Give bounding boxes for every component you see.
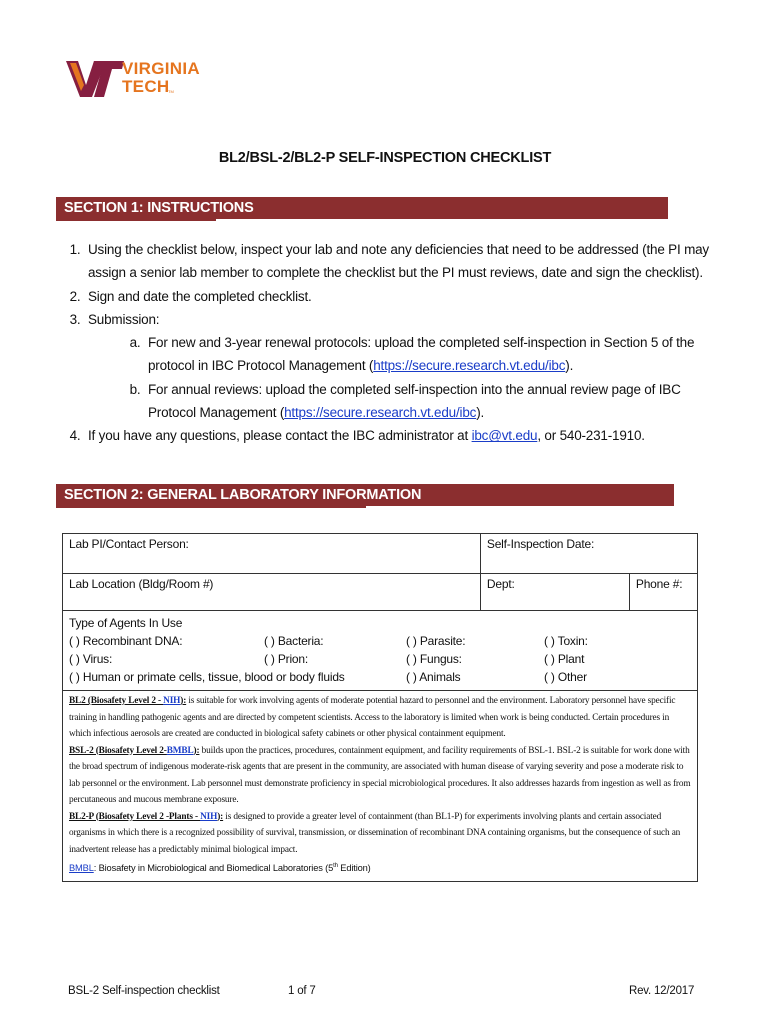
phone-field[interactable]: Phone #: xyxy=(629,574,697,611)
instruction-item-4: 4. If you have any questions, please contact the IBC administrator at ibc@vt.edu, or 540-231-1910. xyxy=(84,424,714,447)
bmbl-reference: BMBL: Biosafety in Microbiological and Biomedical Laboratories (5th Edition) xyxy=(69,863,371,874)
footer-revision: Rev. 12/2017 xyxy=(629,985,695,997)
bl2p-nih-link[interactable]: NIH xyxy=(200,811,218,822)
bsl2-definition: BSL-2 (Biosafety Level 2-BMBL): builds upon the practices, procedures, containment equipment, and facility requirements of BSL-1. BSL-2 is suitable for work done with the broad spectrum of indigenous moderate-risk agents that are present in the community, are associated with human disease of varying severity and pose a moderate risk to lab personnel or the environment. Lab personnel must demonstrate proficiency in special microbiological procedures. It also addresses hazards from ingestion as well as from percutaneous and mucous membrane exposure. xyxy=(69,745,691,805)
logo-text-virginia: VIRGINIA xyxy=(122,59,200,78)
agents-grid xyxy=(69,632,691,686)
inspection-date-field[interactable]: Self-Inspection Date: xyxy=(480,534,697,574)
agents-in-use-cell xyxy=(63,611,698,691)
section2-heading-bar xyxy=(56,484,674,506)
instruction-item-3b: b. For annual reviews: upload the completed self-inspection into the annual review page of IBC Protocol Management (https://secure.research.vt.edu/ibc). xyxy=(144,378,714,425)
bl2-definition: BL2 (Biosafety Level 2 - NIH): is suitable for work involving agents of moderate potential hazard to personnel and the environment. Laboratory personnel have specific training in handling pathogenic agents and are directed by competent scientists. Access to the laboratory is limited when work is being conducted. Certain procedures in which infectious aerosols are created are conducted in biological safety cabinets or other physical containment equipment. xyxy=(69,696,676,739)
agents-title: Type of Agents In Use xyxy=(69,616,183,630)
instruction-item-3a: a. For new and 3-year renewal protocols: upload the completed self-inspection in Section 5 of the protocol in IBC Protocol Management (https://secure.research.vt.edu/ibc). xyxy=(144,331,714,378)
virginia-tech-logo xyxy=(64,55,204,105)
agent-prion[interactable]: ( ) Prion: xyxy=(264,652,309,666)
agent-bacteria[interactable]: ( ) Bacteria: xyxy=(264,634,324,648)
bmbl-reference-link[interactable]: BMBL xyxy=(69,863,94,874)
biosafety-definitions-cell xyxy=(63,691,698,882)
lab-info-table xyxy=(62,533,698,882)
instructions-list xyxy=(64,238,714,448)
ibc-protocol-link-3a[interactable]: https://secure.research.vt.edu/ibc xyxy=(373,358,566,374)
agent-recombinant-dna[interactable]: ( ) Recombinant DNA: xyxy=(69,634,183,648)
section1-heading: SECTION 1: INSTRUCTIONS xyxy=(64,200,254,216)
agent-human-primate[interactable]: ( ) Human or primate cells, tissue, blood or body fluids xyxy=(69,670,345,684)
bl2p-definition: BL2-P (Biosafety Level 2 -Plants - NIH): is designed to provide a greater level of containment (than BL1-P) for experiments involving plants and certain associated organisms in which there is a recognized possibility of survival, transmission, or dissemination of recombinant DNA containing organisms, but the consequence of such an inadvertent release has a predictably minimal biological impact. xyxy=(69,811,681,855)
ibc-protocol-link-3b[interactable]: https://secure.research.vt.edu/ibc xyxy=(284,405,477,421)
bl2-nih-link[interactable]: NIH xyxy=(163,696,181,706)
ibc-email-link[interactable]: ibc@vt.edu xyxy=(471,428,538,444)
lab-pi-field[interactable]: Lab PI/Contact Person: xyxy=(63,534,481,574)
agent-empty-slot xyxy=(264,668,406,686)
agent-plant[interactable]: ( ) Plant xyxy=(544,652,585,666)
section1-heading-underline xyxy=(56,219,216,221)
lab-location-field[interactable]: Lab Location (Bldg/Room #) xyxy=(63,574,481,611)
agent-fungus[interactable]: ( ) Fungus: xyxy=(406,652,462,666)
footer-page-number: 1 of 7 xyxy=(288,985,316,997)
agent-animals[interactable]: ( ) Animals xyxy=(406,670,461,684)
agent-other[interactable]: ( ) Other xyxy=(544,670,587,684)
footer-document-name: BSL-2 Self-inspection checklist xyxy=(68,985,220,997)
dept-field[interactable]: Dept: xyxy=(480,574,629,611)
agent-virus[interactable]: ( ) Virus: xyxy=(69,652,113,666)
section2-heading: SECTION 2: GENERAL LABORATORY INFORMATION xyxy=(64,487,422,503)
agent-parasite[interactable]: ( ) Parasite: xyxy=(406,634,466,648)
instruction-item-1: 1. Using the checklist below, inspect your lab and note any deficiencies that need to be addressed (the PI may assign a senior lab member to complete the checklist but the PI must reviews, date and sign the checklist). xyxy=(84,238,714,285)
logo-trademark: TM xyxy=(168,89,174,94)
logo-text-tech: TECH xyxy=(122,77,170,96)
section2-heading-underline xyxy=(56,506,366,508)
section1-heading-bar xyxy=(56,197,668,219)
instruction-item-2: 2. Sign and date the completed checklist. xyxy=(84,285,714,308)
agent-toxin[interactable]: ( ) Toxin: xyxy=(544,634,588,648)
instruction-item-3: 3. Submission: a. For new and 3-year renewal protocols: upload the completed self-inspection in Section 5 of the protocol in IBC Protocol Management (https://secure.research.vt.edu/ibc). b. For annual reviews: upload the completed self-inspection into the annual review page of IBC Protocol Management (https://secure.research.vt.edu/ibc). xyxy=(84,308,714,424)
page-title: BL2/BSL-2/BL2-P SELF-INSPECTION CHECKLIST xyxy=(218,150,552,166)
bsl2-bmbl-link[interactable]: BMBL xyxy=(166,745,194,756)
